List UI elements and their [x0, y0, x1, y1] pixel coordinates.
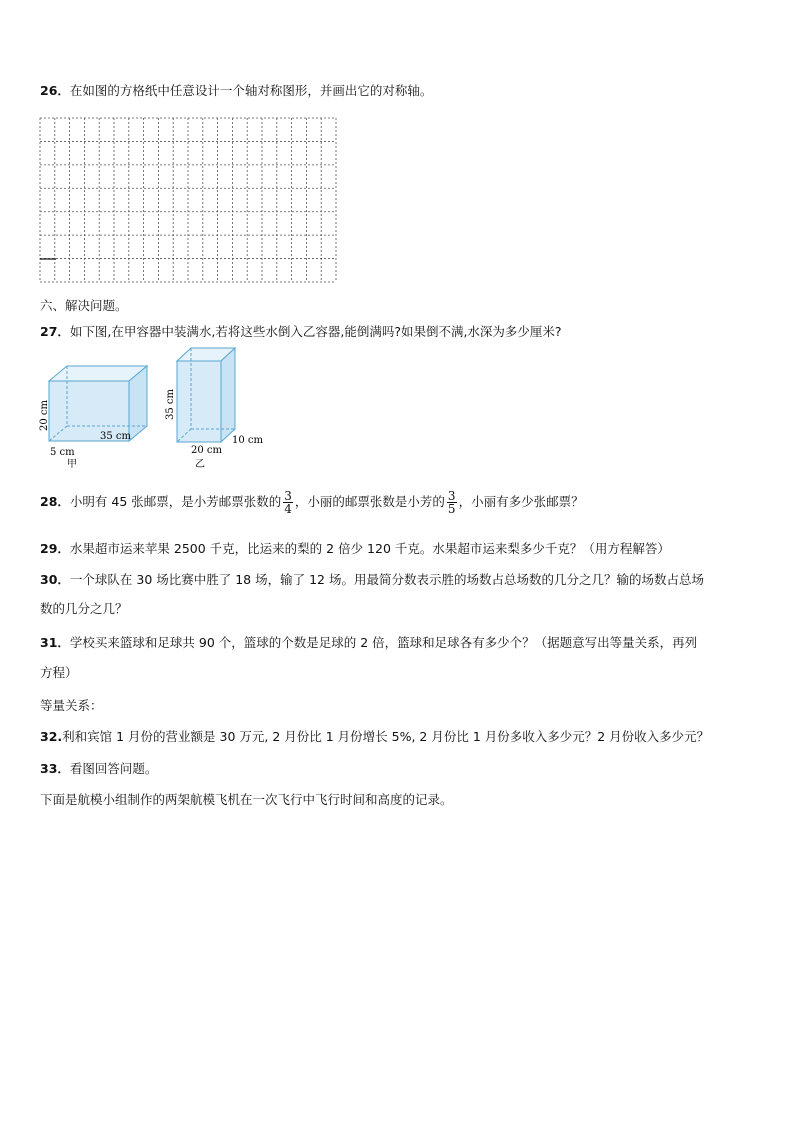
question-31-continued: 方程） [40, 665, 78, 680]
yi-height-label: 35 cm [165, 389, 176, 420]
question-number: 32. [40, 729, 63, 744]
question-number: 26． [40, 83, 70, 98]
grid-paper [38, 117, 338, 283]
jia-name-label: 甲 [67, 459, 77, 470]
container-figures [30, 343, 280, 473]
question-number: 31． [40, 635, 70, 650]
question-30-continued: 数的几分之几？ [40, 601, 128, 616]
jia-length-label: 35 cm [100, 431, 131, 442]
fraction-numerator: 3 [284, 489, 292, 503]
question-text: 看图回答问题。 [69, 761, 158, 776]
fraction-three-quarters [283, 490, 293, 515]
question-27 [40, 323, 562, 341]
question-text: 如下图,在甲容器中装满水,若将这些水倒入乙容器,能倒满吗?如果倒不满,水深为多少厘米? [69, 324, 562, 339]
question-number: 28． [40, 494, 70, 509]
question-33-description: 下面是航模小组制作的两架航模飞机在一次飞行中飞行时间和高度的记录。 [40, 792, 453, 807]
question-text-b: ，小丽的邮票张数是小芳的 [294, 494, 445, 509]
question-text-a: 小明有 45 张邮票，是小芳邮票张数的 [69, 494, 282, 509]
question-number: 29． [40, 541, 70, 556]
question-31 [40, 634, 697, 652]
jia-width-label: 5 cm [50, 447, 75, 458]
question-30 [40, 571, 704, 589]
question-text: 水果超市运来苹果 2500 千克，比运来的梨的 2 倍少 120 千克。水果超市运来梨多少千克？（用方程解答） [69, 541, 670, 556]
jia-height-label: 20 cm [39, 400, 50, 431]
question-number: 27． [40, 324, 70, 339]
fraction-denominator: 5 [447, 502, 456, 516]
yi-name-label: 乙 [195, 459, 205, 470]
question-28 [40, 484, 584, 520]
equal-relation-label: 等量关系： [40, 698, 103, 713]
question-32 [40, 728, 709, 746]
question-33 [40, 760, 157, 778]
question-number: 33． [40, 761, 70, 776]
section-heading: 六、解决问题。 [40, 298, 128, 313]
yi-length-label: 20 cm [191, 445, 222, 456]
question-text-c: ，小丽有多少张邮票？ [458, 494, 584, 509]
question-text: 一个球队在 30 场比赛中胜了 18 场，输了 12 场。用最简分数表示胜的场数占总场数的几分之几？输的场数占总场 [69, 572, 704, 587]
fraction-denominator: 4 [284, 502, 292, 516]
container-jia [39, 366, 147, 470]
question-26 [40, 82, 432, 100]
question-text: 利和宾馆 1 月份的营业额是 30 万元, 2 月份比 1 月份增长 5%, 2 月份比 1 月份多收入多少元？2 月份收入多少元？ [62, 729, 710, 744]
fraction-three-fifths [447, 490, 457, 515]
question-text: 学校买来篮球和足球共 90 个，篮球的个数是足球的 2 倍，篮球和足球各有多少个？（据题意写出等量关系，再列 [69, 635, 698, 650]
question-text: 在如图的方格纸中任意设计一个轴对称图形，并画出它的对称轴。 [69, 83, 433, 98]
container-yi [165, 348, 264, 470]
yi-width-label: 10 cm [232, 435, 263, 446]
question-29 [40, 540, 670, 558]
fraction-numerator: 3 [447, 489, 456, 503]
question-number: 30． [40, 572, 70, 587]
